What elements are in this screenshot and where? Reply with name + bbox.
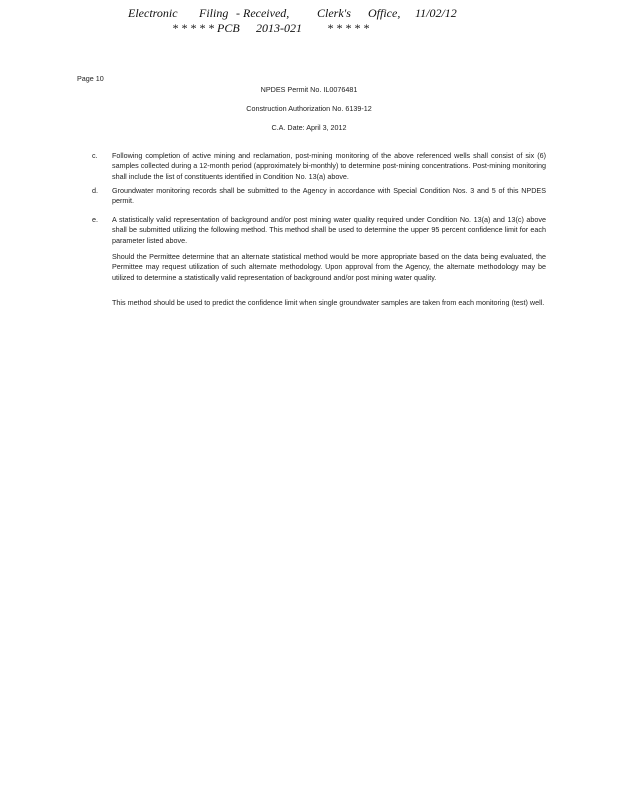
stamp-word: Office, [368, 6, 401, 20]
permit-number: NPDES Permit No. IL0076481 [260, 85, 358, 94]
stamp-word: Filing [199, 6, 229, 20]
stamp-word: Electronic [128, 6, 178, 20]
item-text: Groundwater monitoring records shall be submitted to the Agency in accordance with Special Condition Nos. 3 and 5 of this NPDES permit. [112, 186, 546, 206]
stamp-word: - Received, [236, 6, 290, 20]
item-marker: c. [92, 151, 98, 160]
paragraph: Should the Permittee determine that an alternate statistical method would be more appropriate based on the data being evaluated, the Permittee may request utilization of such alternate methodology. Upon approval from the Agency, the alternate methodology may be utilized to determine a statistically valid representation of background and/or post mining water quality. [112, 252, 546, 282]
item-text: A statistically valid representation of background and/or post mining water quality required under Condition No. 13(a) and 13(c) above shall be submitted utilizing the following method. This method shall be used to determine the upper 95 percent confidence limit for each parameter listed above. [112, 215, 546, 245]
stamp-word: * * * * * PCB [172, 21, 240, 35]
page-number: Page 10 [77, 74, 104, 83]
item-text: Following completion of active mining and reclamation, post-mining monitoring of the above referenced wells shall consist of six (6) samples collected during a 12-month period (approximately bi-monthly) to determine post-mining concentrations. Post-mining monitoring shall include the list of constituents identified in Condition No. 13(a) above. [112, 151, 546, 181]
stamp-word: 2013-021 [256, 21, 302, 35]
construction-authorization: Construction Authorization No. 6139-12 [246, 104, 372, 113]
stamp-word: 11/02/12 [415, 6, 457, 20]
stamp-word: * * * * * [327, 21, 369, 35]
stamp-word: Clerk's [317, 6, 351, 20]
item-marker: e. [92, 215, 98, 224]
item-marker: d. [92, 186, 98, 195]
paragraph: This method should be used to predict the confidence limit when single groundwater samples are taken from each monitoring (test) well. [112, 298, 545, 307]
ca-date: C.A. Date: April 3, 2012 [271, 123, 347, 132]
